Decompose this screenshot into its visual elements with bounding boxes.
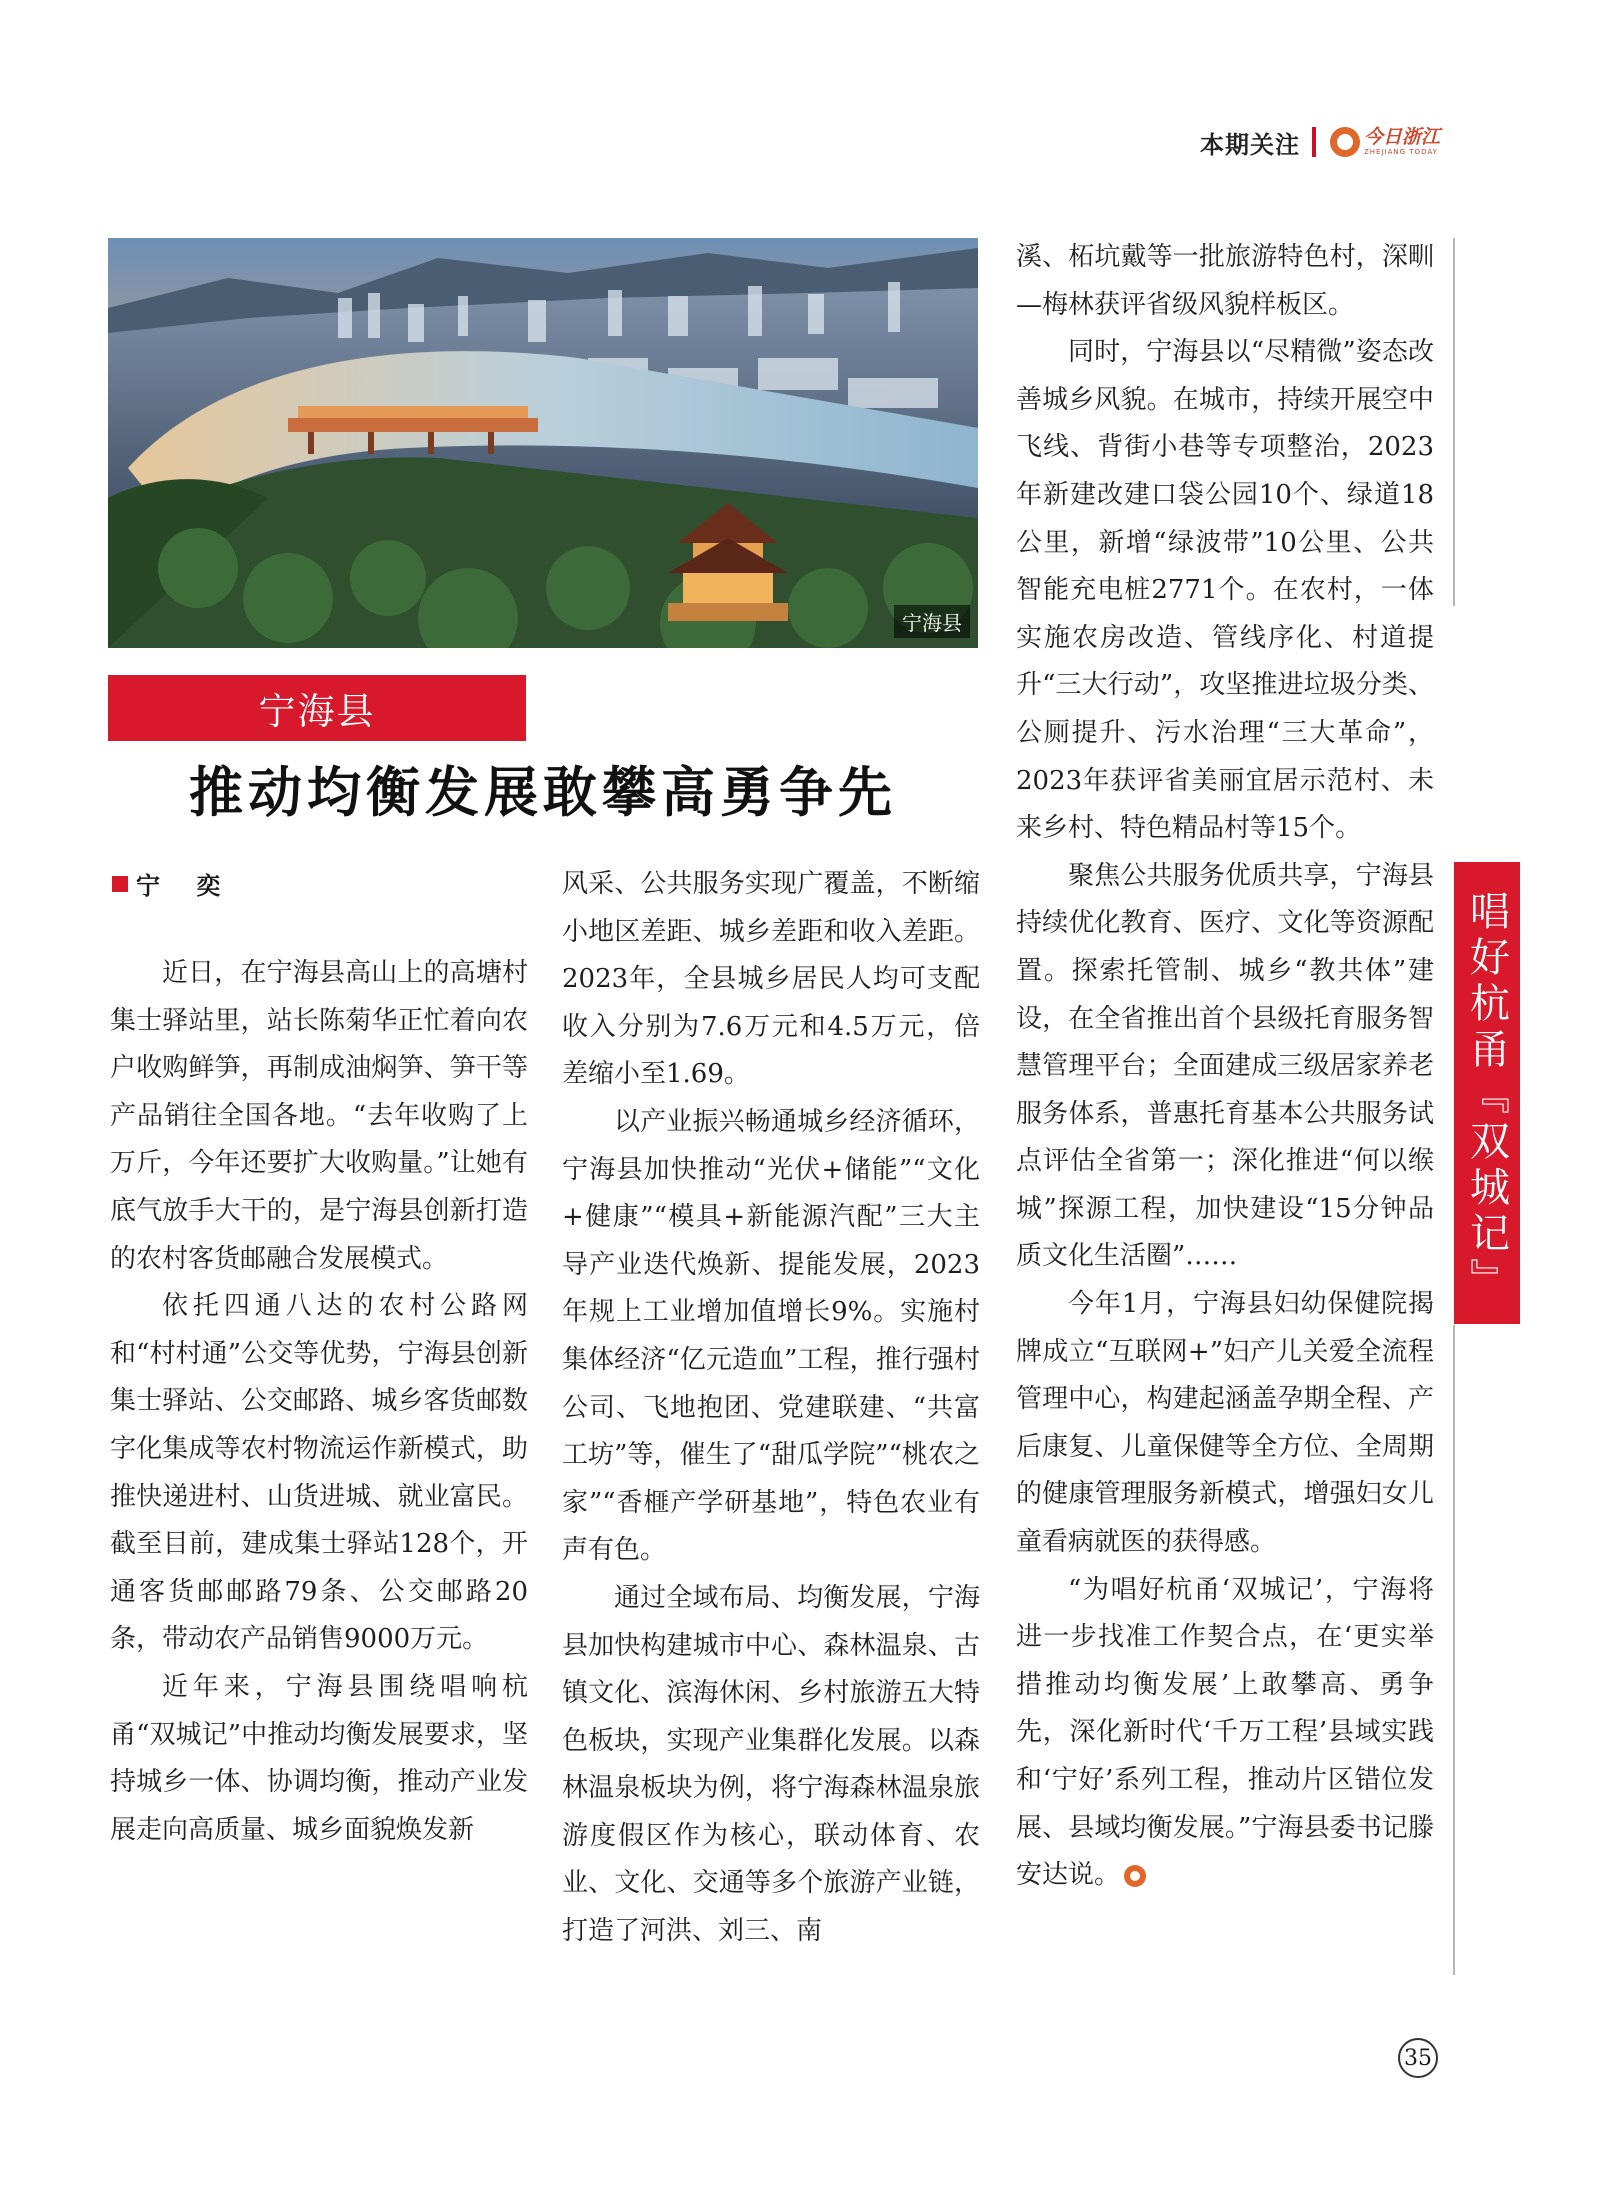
column-rule bbox=[1453, 1325, 1455, 1975]
column-rule bbox=[1453, 238, 1455, 606]
author-square-icon bbox=[112, 876, 128, 892]
paragraph-final bbox=[1016, 1567, 1434, 1900]
page-header bbox=[1200, 120, 1440, 164]
paragraph: 同时，宁海县以“尽精微”姿态改善城乡风貌。在城市，持续开展空中飞线、背街小巷等专项整治，2023年新建改建口袋公园10个、绿道18公里，新增“绿波带”10公里、公共智能充电桩2771个。在农村，一体实施农房改造、管线序化、村道提升“三大行动”，攻坚推进垃圾分类、公厕提升、污水治理“三大革命”，2023年获评省美丽宜居示范村、未来乡村、特色精品村等15个。 bbox=[1016, 337, 1434, 844]
photo-caption: 宁海县 bbox=[894, 605, 970, 638]
paragraph: 通过全域布局、均衡发展，宁海县加快构建城市中心、森林温泉、古镇文化、滨海休闲、乡村旅游五大特色板块，实现产业集群化发展。以森林温泉板块为例，将宁海森林温泉旅游度假区作为核心，联动体育、农业、文化、交通等多个旅游产业链，打造了河洪、刘三、南 bbox=[562, 1582, 980, 1947]
logo-chinese: 今日浙江 bbox=[1364, 126, 1441, 148]
county-banner bbox=[108, 675, 526, 741]
header-divider bbox=[1312, 127, 1316, 157]
series-sidebar bbox=[1454, 862, 1520, 1324]
page-number: 35 bbox=[1398, 2038, 1438, 2078]
logo-icon bbox=[1330, 127, 1360, 157]
paragraph-continued: 溪、柘坑戴等一批旅游特色村，深甽—梅林获评省级风貌样板区。 bbox=[1016, 242, 1434, 320]
article-headline: 推动均衡发展敢攀高勇争先 bbox=[189, 760, 897, 824]
paragraph: 今年1月，宁海县妇幼保健院揭牌成立“互联网+”妇产儿关爱全流程管理中心，构建起涵盖孕期全程、产后康复、儿童保健等全方位、全周期的健康管理服务新模式，增强妇女儿童看病就医的获得感。 bbox=[1016, 1289, 1434, 1558]
author-name: 宁 奕 bbox=[136, 872, 235, 900]
paragraph: 以产业振兴畅通城乡经济循环，宁海县加快推动“光伏+储能”“文化+健康”“模具+新能源汽配”三大主导产业迭代焕新、提能发展，2023年规上工业增加值增长9%。实施村集体经济“亿元造血”工程，推行强村公司、飞地抱团、党建联建、“共富工坊”等，催生了“甜瓜学院”“桃农之家”“香榧产学研基地”，特色农业有声有色。 bbox=[562, 1106, 980, 1566]
paragraph: 聚焦公共服务优质共享，宁海县持续优化教育、医疗、文化等资源配置。探索托管制、城乡“教共体”建设，在全省推出首个县级托育服务智慧管理平台；全面建成三级居家养老服务体系，普惠托育基本公共服务试点评估全省第一；深化推进“何以缑城”探源工程，加快建设“15分钟品质文化生活圈”…… bbox=[1016, 860, 1434, 1272]
author-line bbox=[112, 866, 234, 901]
city-photo bbox=[108, 238, 978, 648]
text-column-1 bbox=[110, 950, 528, 1854]
section-label: 本期关注 bbox=[1200, 130, 1300, 159]
paragraph: 近年来，宁海县围绕唱响杭甬“双城记”中推动均衡发展要求，坚持城乡一体、协调均衡，推动产业发展走向高质量、城乡面貌焕发新 bbox=[110, 1671, 528, 1845]
paragraph-continued: 风采、公共服务实现广覆盖，不断缩小地区差距、城乡差距和收入差距。2023年，全县城乡居民人均可支配收入分别为7.6万元和4.5万元，倍差缩小至1.69。 bbox=[562, 869, 980, 1090]
city-night-photo-icon bbox=[108, 238, 978, 648]
paragraph: 近日，在宁海县高山上的高塘村集士驿站里，站长陈菊华正忙着向农户收购鲜笋，再制成油焖笋、笋干等产品销往全国各地。“去年收购了上万斤，今年还要扩大收购量。”让她有底气放手大干的，是宁海县创新打造的农村客货邮融合发展模式。 bbox=[110, 958, 528, 1274]
end-mark-icon bbox=[1124, 1865, 1146, 1887]
paragraph: 依托四通八达的农村公路网和“村村通”公交等优势，宁海县创新集士驿站、公交邮路、城乡客货邮数字化集成等农村物流运作新模式，助推快递进村、山货进城、就业富民。截至目前，建成集士驿站128个，开通客货邮邮路79条、公交邮路20条，带动农产品销售9000万元。 bbox=[110, 1291, 528, 1655]
text-column-2 bbox=[562, 861, 980, 1956]
final-paragraph-text: “为唱好杭甬‘双城记’，宁海将进一步找准工作契合点，在‘更实举措推动均衡发展’上敢攀高、勇争先，深化新时代‘千万工程’县域实践和‘宁好’系列工程，推动片区错位发展、县域均衡发展。”宁海县委书记滕安达说。 bbox=[1016, 1574, 1434, 1891]
magazine-logo bbox=[1330, 127, 1440, 157]
series-title: 唱好杭甬『双城记』 bbox=[1463, 890, 1510, 1304]
logo-english: ZHEJIANG TODAY bbox=[1364, 148, 1438, 156]
text-column-3 bbox=[1016, 234, 1434, 1900]
banner-text: 宁海县 bbox=[258, 690, 376, 733]
